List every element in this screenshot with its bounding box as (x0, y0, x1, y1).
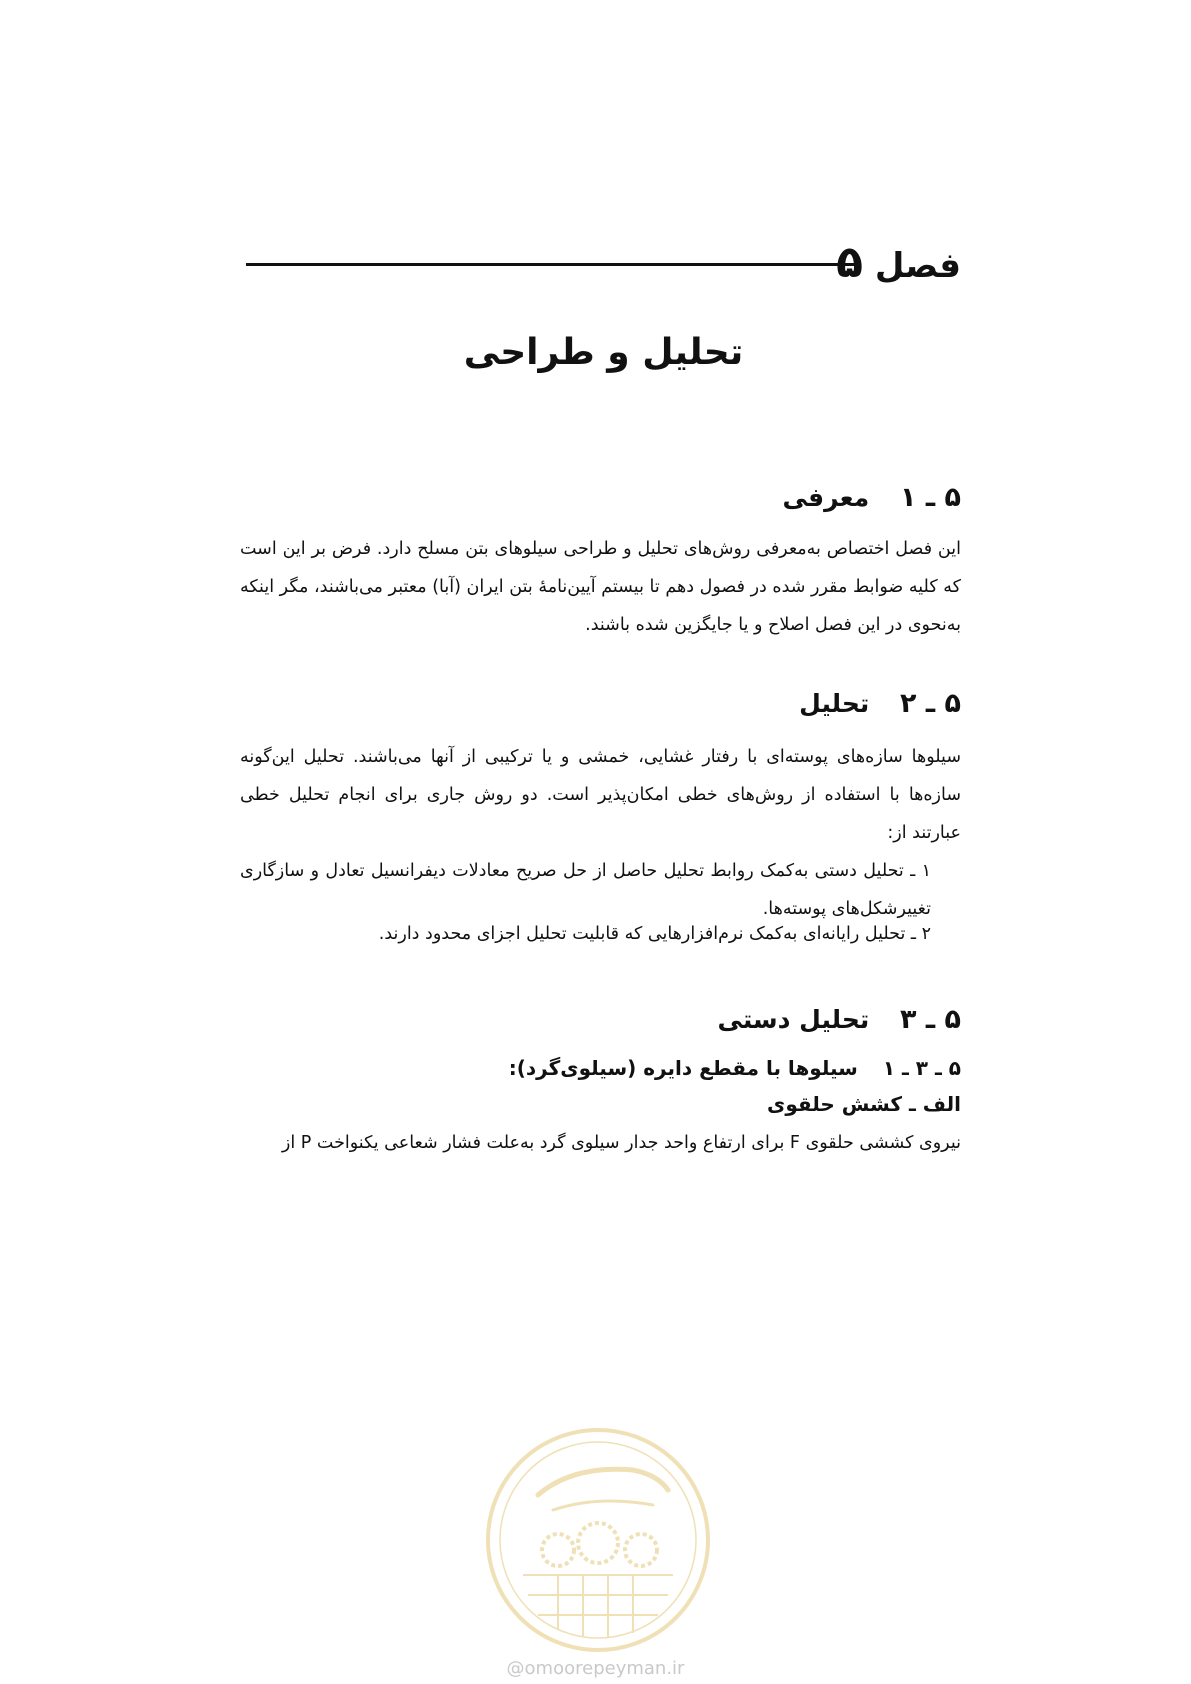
section-heading-5-1 (782, 478, 961, 518)
chapter-label (826, 238, 961, 291)
section-title: تحلیل دستی (717, 1005, 870, 1034)
subsection-title: سیلوها با مقطع دایره (سیلوی‌گرد): (508, 1056, 858, 1080)
section-heading-5-3 (718, 1000, 961, 1040)
subsection-number: ۵ ـ ۳ ـ ۱ (882, 1056, 961, 1080)
subsection-paragraph: نیروی کششی حلقوی F برای ارتفاع واحد جدار سیلوی گرد به‌علت فشار شعاعی یکنواخت P از (281, 1133, 961, 1153)
watermark-seal-icon (483, 1425, 713, 1655)
section-title: معرفی (782, 483, 870, 512)
section-heading-5-2 (799, 684, 961, 724)
section-number: ۵ ـ ۱ (900, 482, 961, 513)
section-number: ۵ ـ ۲ (900, 688, 961, 719)
part-label: الف ـ کشش حلقوی (766, 1092, 961, 1116)
chapter-title: تحلیل و طراحی (463, 332, 744, 373)
section-paragraph-5-2: سیلوها سازه‌های پوسته‌ای با رفتار غشایی، خمشی و یا ترکیبی از آنها می‌باشند. تحلیل این‌گونه سازه‌ها با استفاده از روش‌های خطی امکان‌پذیر است. دو روش جاری برای انجام تحلیل خطی عبارتند از: (240, 747, 961, 843)
chapter-label-text: فصل (874, 246, 961, 286)
section-number: ۵ ـ ۳ (900, 1004, 961, 1035)
watermark-url: @omoorepeyman.ir (506, 1658, 685, 1679)
chapter-rule (246, 263, 861, 266)
section-title: تحلیل (799, 689, 870, 718)
list-item-1: ۱ ـ تحلیل دستی به‌کمک روابط تحلیل حاصل از حل صریح معادلات دیفرانسیل تعادل و سازگاری تغییرشکل‌های پوسته‌ها. (240, 861, 931, 919)
section-paragraph-5-1: این فصل اختصاص به‌معرفی روش‌های تحلیل و طراحی سیلوهای بتن مسلح دارد. فرض بر این است که کلیه ضوابط مقرر شده در فصول دهم تا بیستم آیین‌نامهٔ بتن ایران (آبا) معتبر می‌باشند، مگر اینکه به‌نحوی در این فصل اصلاح و یا جایگزین شده باشند. (240, 539, 961, 635)
chapter-header (246, 238, 961, 288)
chapter-number: ۵ (836, 237, 864, 288)
list-item-2: ۲ ـ تحلیل رایانه‌ای به‌کمک نرم‌افزارهایی که قابلیت تحلیل اجزای محدود دارند. (378, 924, 931, 944)
subsection-heading-5-3-1 (509, 1052, 961, 1084)
